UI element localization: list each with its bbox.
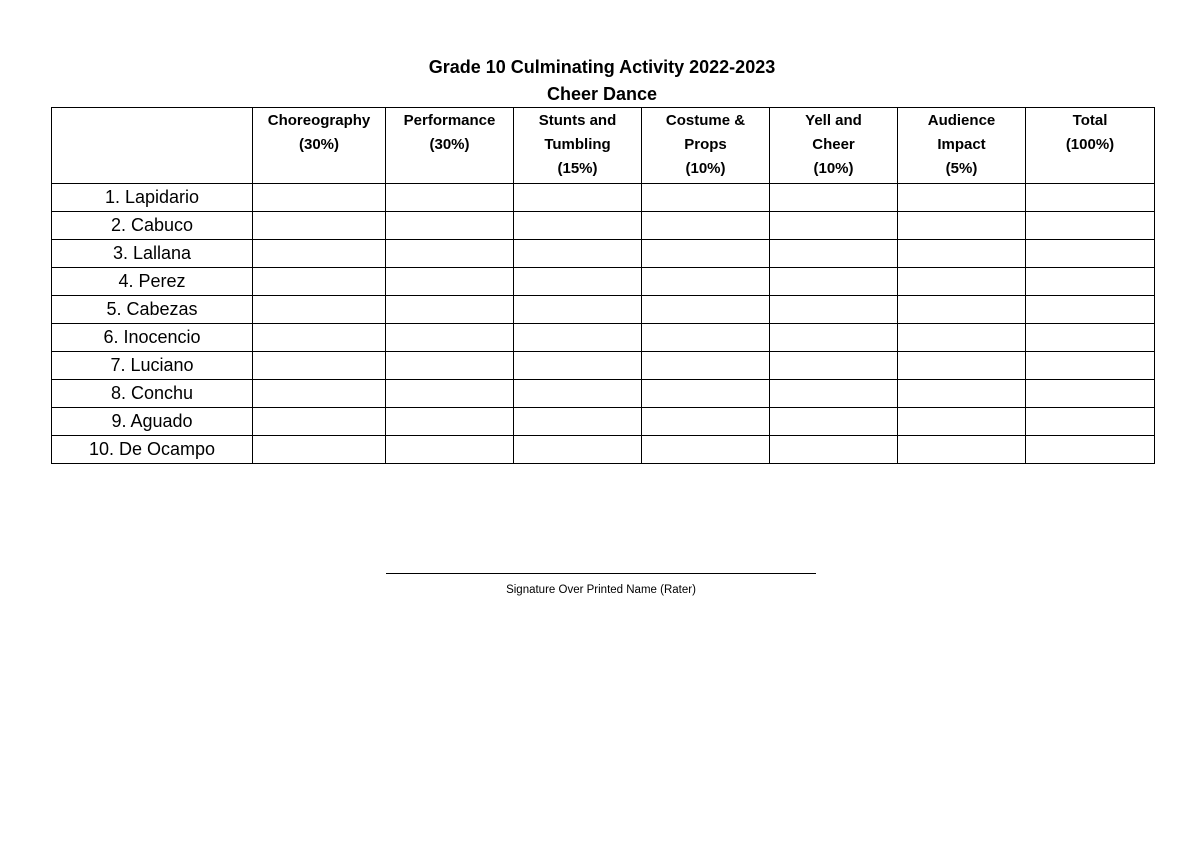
- score-cell: [770, 352, 898, 380]
- score-cell: [642, 408, 770, 436]
- document-subtitle: Cheer Dance: [546, 84, 658, 104]
- score-cell: [770, 240, 898, 268]
- table-row: [52, 184, 1155, 212]
- signature-block: [386, 573, 816, 597]
- score-cell: [386, 352, 514, 380]
- score-cell: [898, 352, 1026, 380]
- table-row: [52, 436, 1155, 464]
- score-cell: [514, 268, 642, 296]
- score-cell: [386, 296, 514, 324]
- column-header-audience-impact: [898, 108, 1026, 184]
- column-header-line: (10%): [813, 160, 854, 177]
- score-cell: [386, 212, 514, 240]
- score-cell: [642, 324, 770, 352]
- column-header-choreography: [253, 108, 386, 184]
- score-rows: [52, 184, 1155, 464]
- column-header-line: Choreography: [267, 112, 371, 129]
- table-row: [52, 296, 1155, 324]
- table-row: [52, 324, 1155, 352]
- contestant-name: 7. Luciano: [52, 352, 253, 380]
- score-cell: [770, 380, 898, 408]
- column-header-line: (30%): [429, 136, 470, 153]
- score-cell: [770, 184, 898, 212]
- score-cell: [1026, 268, 1155, 296]
- signature-label: Signature Over Printed Name (Rater): [506, 584, 696, 596]
- score-cell: [642, 184, 770, 212]
- column-header-line: (10%): [685, 160, 726, 177]
- score-cell: [770, 324, 898, 352]
- score-cell: [514, 324, 642, 352]
- header-row: [52, 108, 1155, 184]
- score-cell: [514, 296, 642, 324]
- contestant-name: 5. Cabezas: [52, 296, 253, 324]
- score-cell: [514, 184, 642, 212]
- contestant-name: 8. Conchu: [52, 380, 253, 408]
- score-cell: [253, 296, 386, 324]
- column-header-yell-and-cheer: [770, 108, 898, 184]
- score-cell: [898, 436, 1026, 464]
- score-cell: [386, 380, 514, 408]
- score-cell: [770, 408, 898, 436]
- column-header-performance: [386, 108, 514, 184]
- document-title: Grade 10 Culminating Activity 2022-2023: [428, 57, 776, 77]
- score-cell: [386, 184, 514, 212]
- column-header-total: [1026, 108, 1155, 184]
- score-cell: [514, 380, 642, 408]
- score-cell: [253, 212, 386, 240]
- score-cell: [642, 240, 770, 268]
- score-cell: [898, 408, 1026, 436]
- score-cell: [1026, 408, 1155, 436]
- score-cell: [514, 212, 642, 240]
- column-header-line: (5%): [945, 160, 978, 177]
- score-cell: [386, 408, 514, 436]
- column-header-line: Cheer: [812, 136, 855, 153]
- document-header: [0, 54, 1200, 108]
- score-cell: [898, 324, 1026, 352]
- score-cell: [642, 212, 770, 240]
- score-cell: [1026, 352, 1155, 380]
- table-row: [52, 240, 1155, 268]
- score-cell: [1026, 436, 1155, 464]
- contestant-name: 2. Cabuco: [52, 212, 253, 240]
- table-row: [52, 268, 1155, 296]
- signature-line: [386, 573, 816, 574]
- table-row: [52, 408, 1155, 436]
- score-cell: [514, 352, 642, 380]
- score-cell: [898, 184, 1026, 212]
- score-cell: [1026, 212, 1155, 240]
- score-cell: [253, 352, 386, 380]
- column-header-line: Props: [684, 136, 727, 153]
- contestant-name: 10. De Ocampo: [52, 436, 253, 464]
- score-cell: [253, 240, 386, 268]
- score-cell: [1026, 324, 1155, 352]
- corner-header-cell: [52, 108, 253, 184]
- table-row: [52, 212, 1155, 240]
- column-header-line: Impact: [937, 136, 986, 153]
- score-cell: [386, 268, 514, 296]
- score-cell: [642, 268, 770, 296]
- contestant-name: 3. Lallana: [52, 240, 253, 268]
- column-header-line: Performance: [403, 112, 496, 129]
- score-cell: [1026, 184, 1155, 212]
- score-cell: [642, 380, 770, 408]
- score-cell: [253, 436, 386, 464]
- score-cell: [898, 212, 1026, 240]
- score-cell: [253, 408, 386, 436]
- column-header-costume-and-props: [642, 108, 770, 184]
- score-cell: [253, 380, 386, 408]
- table-row: [52, 352, 1155, 380]
- score-cell: [770, 436, 898, 464]
- score-cell: [253, 324, 386, 352]
- score-cell: [386, 436, 514, 464]
- score-cell: [386, 324, 514, 352]
- column-header-line: Audience: [927, 112, 996, 129]
- table-row: [52, 380, 1155, 408]
- score-cell: [253, 268, 386, 296]
- score-cell: [642, 436, 770, 464]
- column-header-line: (100%): [1065, 136, 1115, 153]
- score-cell: [386, 240, 514, 268]
- column-header-line: (30%): [298, 136, 339, 153]
- score-cell: [1026, 240, 1155, 268]
- score-cell: [770, 268, 898, 296]
- contestant-name: 4. Perez: [52, 268, 253, 296]
- contestant-name: 9. Aguado: [52, 408, 253, 436]
- score-cell: [514, 408, 642, 436]
- score-cell: [642, 352, 770, 380]
- score-cell: [514, 436, 642, 464]
- column-header-stunts-and-tumbling: [514, 108, 642, 184]
- score-cell: [898, 268, 1026, 296]
- score-cell: [770, 212, 898, 240]
- score-cell: [898, 240, 1026, 268]
- column-header-line: Yell and: [805, 112, 862, 129]
- score-cell: [770, 296, 898, 324]
- contestant-name: 6. Inocencio: [52, 324, 253, 352]
- column-header-line: Costume &: [665, 112, 746, 129]
- score-cell: [514, 240, 642, 268]
- score-sheet-table: [51, 107, 1155, 464]
- column-header-line: Tumbling: [544, 136, 611, 153]
- column-header-line: Total: [1072, 112, 1108, 129]
- score-cell: [1026, 380, 1155, 408]
- column-header-line: Stunts and: [538, 112, 617, 129]
- score-cell: [898, 380, 1026, 408]
- score-cell: [253, 184, 386, 212]
- score-cell: [1026, 296, 1155, 324]
- score-cell: [642, 296, 770, 324]
- score-cell: [898, 296, 1026, 324]
- contestant-name: 1. Lapidario: [52, 184, 253, 212]
- column-header-line: (15%): [557, 160, 598, 177]
